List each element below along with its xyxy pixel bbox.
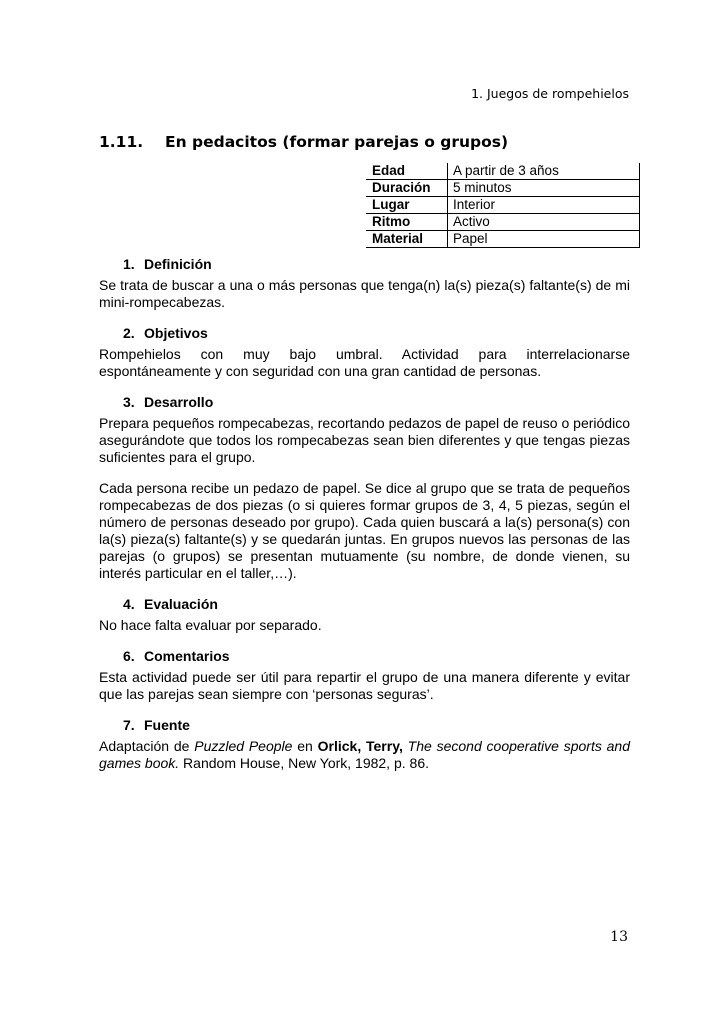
table-row xyxy=(366,197,640,214)
table-row xyxy=(366,180,640,197)
subheading-title: Comentarios xyxy=(144,648,230,664)
document-body xyxy=(99,256,630,772)
paragraph-comentarios: Esta actividad puede ser útil para repartir el grupo de una manera diferente y evitar que las parejas sean siempre con ‘personas seguras’. xyxy=(99,669,630,702)
subheading-number: 6. xyxy=(123,648,135,664)
subheading-title: Objetivos xyxy=(144,325,208,341)
table-row xyxy=(366,231,640,248)
source-author: Orlick, Terry, xyxy=(317,738,403,754)
subheading-number: 3. xyxy=(123,394,135,410)
subheading-comentarios xyxy=(99,648,630,665)
subheading-number: 2. xyxy=(123,325,135,341)
paragraph-objetivos: Rompehielos con muy bajo umbral. Actividad para interrelacionarse espontáneamente y con seguridad con una gran cantidad de personas. xyxy=(99,346,630,379)
subheading-desarrollo xyxy=(99,394,630,411)
section-title: En pedacitos (formar parejas o grupos) xyxy=(165,133,509,151)
section-heading xyxy=(99,133,508,151)
table-row xyxy=(366,163,640,180)
subheading-title: Evaluación xyxy=(144,596,218,612)
source-prefix: Adaptación de xyxy=(99,738,195,754)
info-key: Duración xyxy=(366,180,448,197)
info-value: 5 minutos xyxy=(448,180,640,197)
subheading-fuente xyxy=(99,717,630,734)
paragraph-desarrollo-1: Prepara pequeños rompecabezas, recortando pedazos de papel de reuso o periódico asegurándote que todos los rompecabezas sean bien diferentes y que tengas piezas suficientes para el grupo. xyxy=(99,415,630,465)
source-en: en xyxy=(292,738,318,754)
info-key: Edad xyxy=(366,163,448,180)
subheading-number: 7. xyxy=(123,717,135,733)
paragraph-desarrollo-2: Cada persona recibe un pedazo de papel. Se dice al grupo que se trata de pequeños rompecabezas de dos piezas (o si quieres formar grupos de 3, 4, 5 piezas, según el número de personas deseado por grupo). Cada quien buscará a la(s) persona(s) con la(s) pieza(s) faltante(s) y se quedarán juntas. En grupos nuevos las personas de las parejas (o grupos) se presentan mutuamente (su nombre, de donde vienen, su interés particular en el taller,…). xyxy=(99,480,630,581)
info-value: Interior xyxy=(448,197,640,214)
paragraph-definicion: Se trata de buscar a una o más personas que tenga(n) la(s) pieza(s) faltante(s) de mi mini-rompecabezas. xyxy=(99,277,630,310)
subheading-evaluacion xyxy=(99,596,630,613)
paragraph-evaluacion: No hace falta evaluar por separado. xyxy=(99,617,322,633)
subheading-definicion xyxy=(99,256,630,273)
activity-info-table xyxy=(366,163,640,248)
info-key: Material xyxy=(366,231,448,248)
subheading-number: 4. xyxy=(123,596,135,612)
info-key: Ritmo xyxy=(366,214,448,231)
subheading-objetivos xyxy=(99,325,630,342)
source-work: Puzzled People xyxy=(194,738,293,754)
subheading-title: Fuente xyxy=(144,717,190,733)
source-suffix: Random House, New York, 1982, p. 86. xyxy=(179,755,429,771)
info-value: A partir de 3 años xyxy=(448,163,640,180)
paragraph-fuente xyxy=(99,738,630,772)
info-key: Lugar xyxy=(366,197,448,214)
running-header: 1. Juegos de rompehielos xyxy=(471,86,629,101)
page-number: 13 xyxy=(610,929,628,945)
subheading-title: Definición xyxy=(144,256,212,272)
info-value: Activo xyxy=(448,214,640,231)
section-number: 1.11. xyxy=(99,133,144,151)
table-row xyxy=(366,214,640,231)
info-value: Papel xyxy=(448,231,640,248)
subheading-number: 1. xyxy=(123,256,135,272)
source-book: The second cooperative sports and games book. xyxy=(99,738,630,771)
subheading-title: Desarrollo xyxy=(144,394,214,410)
